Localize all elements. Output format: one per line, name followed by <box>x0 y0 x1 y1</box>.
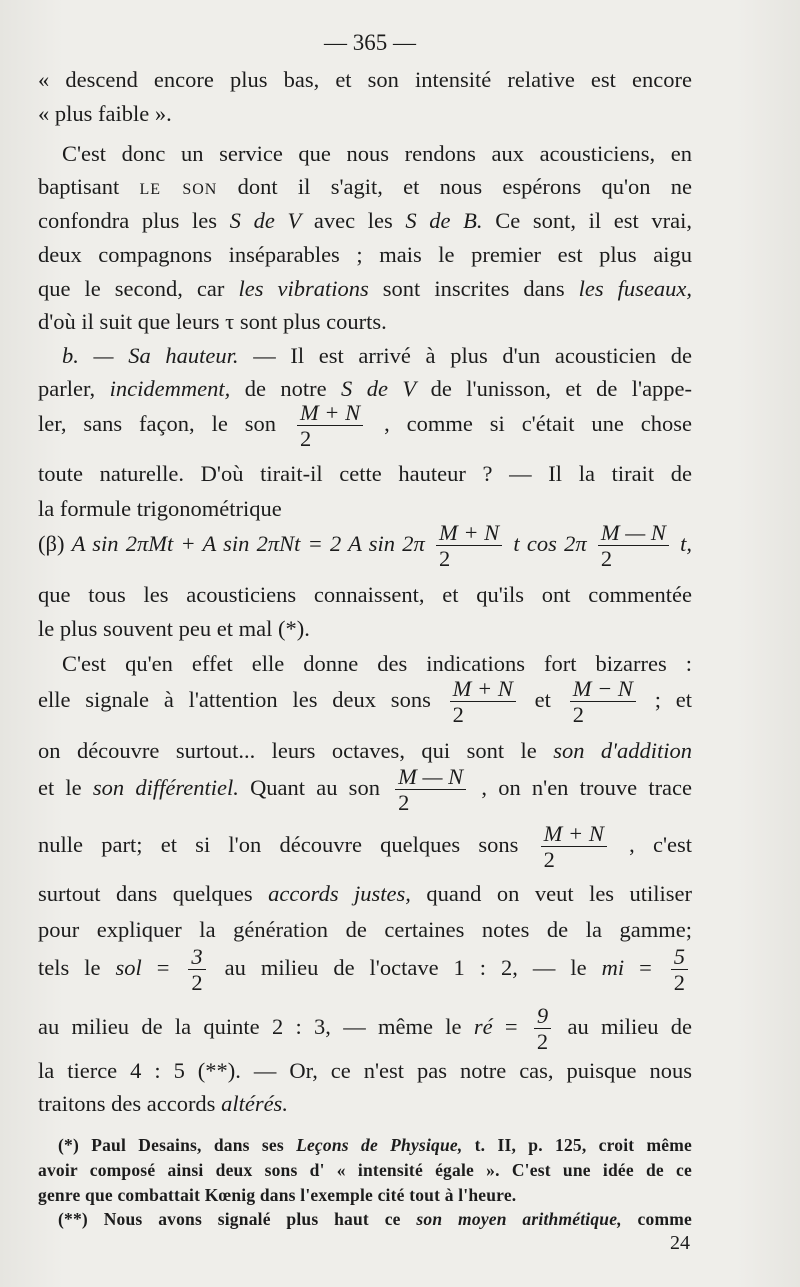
text-line: et le son différentiel. Quant au son $\frac{M — N}{2}$ , on n'en trouve trace <box>38 764 693 815</box>
text-line: que le second, car les vibrations sont inscrites dans les fuseaux, <box>38 276 693 301</box>
fraction: $\frac{M + N}{2}$ <box>450 678 516 726</box>
text-line: au milieu de la quinte 2 : 3, — même le ré = $\frac{9}{2}$ au milieu de <box>38 1003 693 1054</box>
text-line: que tous les acousticiens connaissent, et qu'ils ont commentée <box>38 582 692 607</box>
section-heading-line: b. — Sa hauteur. — Il est arrivé à plus d'un acousticien de <box>62 343 692 368</box>
fraction: $\frac{9}{2}$ <box>534 1005 551 1053</box>
text-line: traitons des accords altérés. <box>38 1091 288 1116</box>
fraction: $\frac{M — N}{2}$ <box>395 766 466 814</box>
fraction: $\frac{M + N}{2}$ <box>541 823 607 871</box>
text-line: ler, sans façon, le son $\frac{M + N}{2}$ , comme si c'était une chose <box>38 400 693 451</box>
text-line: la formule trigonométrique <box>38 496 282 521</box>
text-line: surtout dans quelques accords justes, quand on veut les utiliser <box>38 881 693 906</box>
fraction: $\frac{M - N}{2}$ <box>570 678 636 726</box>
text-line: parler, incidemment, de notre S de V de l'unisson, et de l'appe- <box>38 376 693 401</box>
page-number: — 365 — <box>324 30 416 55</box>
text-line: C'est donc un service que nous rendons aux acousticiens, en <box>62 141 692 166</box>
text-line: « plus faible ». <box>38 101 172 126</box>
fraction: $\frac{5}{2}$ <box>671 946 688 994</box>
text-line: confondra plus les S de V avec les S de B. Ce sont, il est vrai, <box>38 208 693 233</box>
fraction: $\frac{M — N}{2}$ <box>598 522 669 570</box>
text-line: d'où il suit que leurs τ sont plus courts. <box>38 309 387 334</box>
footnote-line: (*) Paul Desains, dans ses Leçons de Physique, t. II, p. 125, croit même <box>58 1135 693 1155</box>
fraction: $\frac{3}{2}$ <box>188 946 205 994</box>
text-line: pour expliquer la génération de certaines notes de la gamme; <box>38 917 692 942</box>
text-line: le plus souvent peu et mal (*). <box>38 616 310 641</box>
fraction: $\frac{M + N}{2}$ <box>436 522 502 570</box>
footnote-line: (**) Nous avons signalé plus haut ce son moyen arithmétique, comme <box>58 1209 692 1229</box>
text-line: C'est qu'en effet elle donne des indications fort bizarres : <box>62 651 692 676</box>
text-line: tels le sol = $\frac{3}{2}$ au milieu de l'octave 1 : 2, — le mi = $\frac{5}{2}$ <box>38 946 692 994</box>
footnote-line: genre que combattait Kœnig dans l'exemple cité tout à l'heure. <box>38 1185 517 1205</box>
text-line: « descend encore plus bas, et son intensité relative est encore <box>38 67 692 92</box>
text-line: on découvre surtout... leurs octaves, qui sont le son d'addition <box>38 738 693 763</box>
text-line: baptisant le son dont il s'agit, et nous espérons qu'on ne <box>38 174 693 199</box>
text-line: elle signale à l'attention les deux sons $\frac{M + N}{2}$ et $\frac{M - N}{2}$ ; et <box>38 676 693 727</box>
signature-mark: 24 <box>670 1232 690 1254</box>
text-line: toute naturelle. D'où tirait-il cette hauteur ? — Il la tirait de <box>38 461 692 486</box>
text-line: la tierce 4 : 5 (**). — Or, ce n'est pas notre cas, puisque nous <box>38 1058 692 1083</box>
fraction: $\frac{M + N}{2}$ <box>297 402 363 450</box>
footnote-line: avoir composé ainsi deux sons d' « intensité égale ». C'est une idée de ce <box>38 1160 692 1180</box>
equation-line: (β) A sin 2πMt + A sin 2πNt = 2 A sin 2π $\frac{M + N}{2}$ t cos 2π $\frac{M — N}{2}$ t, <box>38 520 693 571</box>
text-line: nulle part; et si l'on découvre quelques sons $\frac{M + N}{2}$ , c'est <box>38 821 693 872</box>
text-line: deux compagnons inséparables ; mais le premier est plus aigu <box>38 242 692 267</box>
